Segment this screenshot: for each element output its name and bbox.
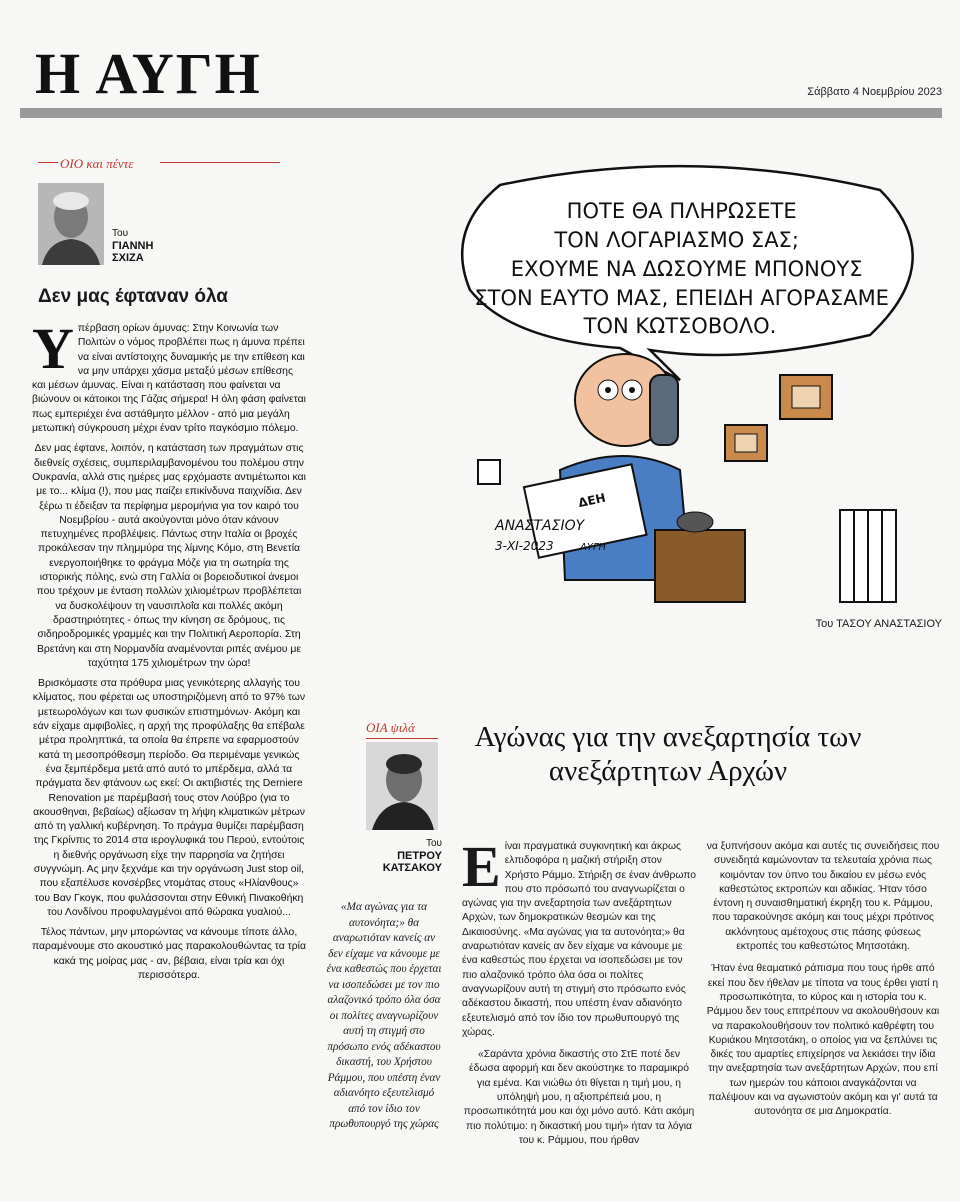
cartoon-signature: ΑΝΑΣΤΑΣΙΟΥ	[495, 518, 585, 534]
left-byline-prefix: Του	[112, 228, 129, 239]
left-paragraph-1: πέρβαση ορίων άμυνας: Στην Κοινωνία των Πολιτών ο νόμος προβλέπει πως η άμυνα πρέπει να είναι αντίστοιχης δυναμικής με την επίθεση και να μην υπάρχει χάσμα μεταξύ μέσων επίθεσης και μέσων άμυνας. Είναι η κατάσταση που φαίνεται να βιώνουν οι κάτοικοι της Γάζας σήμερα! Η όλη φάση φαίνεται πως εμπεριέχει ένα αστάθμητο μέλλον - από μια μεγάλη μετωπική σύγκρουση μέχρι έναν τρίτο παγκόσμιο πόλεμο.	[32, 323, 306, 435]
cartoon-drawing	[440, 150, 940, 610]
right-col1-paragraph-2: «Σαράντα χρόνια δικαστής στο ΣτΕ ποτέ δεν έδωσα αφορμή και δεν ακούστηκε το παραμικρό για εμένα. Και νιώθω ότι θίγεται η τιμή μου, η υπόληψή μου, η αξιοπρέπειά μου, η προσωπικότητά μου και όχι μόνο αυτό. Κάτι ακόμη πιο πολύτιμο: η δικαστική μου τιμή» ήταν τα λόγια του κ. Ράμμου, που ήρθαν	[463, 1049, 695, 1146]
pull-quote: «Μα αγώνας για τα αυτονόητα;» θα αναρωτιόταν κανείς αν δεν είχαμε να κάνουμε με ένα καθεστώς που έρχεται να ισοπεδώσει με τον πιο αλαζονικό τρόπο όλα όσα οι πολίτες αναγνωρίζουν αυτή τη στιγμή στο πρόσωπο ενός αδέκαστου δικαστή, του Χρήστου Ράμμου, που υπέστη έναν αδιανόητο εξευτελισμό από τον ίδιο τον πρωθυπουργό της χώρας	[326, 901, 442, 1130]
right-article-col2	[706, 840, 940, 1128]
author-portrait-icon	[366, 742, 438, 830]
cartoon-credit: Του ΤΑΣΟΥ ΑΝΑΣΤΑΣΙΟΥ	[815, 618, 942, 630]
left-kicker-rule-right	[160, 162, 280, 163]
cartoon-signature-paper: ΑΥΓΗ	[580, 542, 607, 553]
left-kicker-rule-left	[38, 162, 58, 163]
left-byline	[112, 228, 192, 264]
left-author-name: ΓΙΑΝΝΗ ΣΧΙΖΑ	[112, 240, 154, 264]
author-photo-katsakos	[366, 742, 438, 830]
cartoon-signature-date: 3-ΧΙ-2023	[495, 539, 554, 553]
speech-line-1: ΠΟΤΕ ΘΑ ΠΛΗΡΩΣΕΤΕ	[566, 199, 797, 223]
right-headline: Αγώνας για την ανεξαρτησία των ανεξάρτητων Αρχών	[474, 721, 862, 787]
masthead: Η ΑΥΓΗ	[35, 41, 262, 106]
issue-date: Σάββατο 4 Νοεμβρίου 2023	[807, 86, 942, 98]
left-article-body	[32, 316, 306, 989]
right-dropcap: Ε	[462, 834, 501, 899]
left-paragraph-2: Δεν μας έφτανε, λοιπόν, η κατάσταση των πραγμάτων στις διεθνείς σχέσεις, συμπεριλαμβανομένου του πολέμου στην Ουκρανία, αλλά στις ημέρες μας ερχόμαστε αντιμέτωποι και με το... κλίμα (!), που μας παίζει επικίνδυνα παιχνίδια. Δεν ξέρω τι έδειξαν τα περίφημα μερομήνια για τον καιρό του Νοεμβρίου - αυτά ακούγονται μόνο όταν κάνουν πετυχημένες προβλέψεις. Πάντως στην Ιταλία οι βροχές προκάλεσαν την πλημμύρα της λίμνης Κόμο, στη Βενετία ενεργοποιήθηκε το φράγμα Μόζε για τη σωτηρία της ιστορικής πόλης, ενώ στη Γαλλία οι βορειοδυτικοί άνεμοι που τρέχουν με ένταση πολλών χιλιομέτρων προβλέπεται να δυσκολέψουν τη ναυσιπλοΐα και πολλές ακόμη δραστηριότητες - όπως την κίνηση σε δρόμους, τις σιδηροδρομικές γραμμές και την Πολιτική Αεροπορία. Στη Βρετάνη και στη Νορμανδία αναμένονται ριπές ανέμου με ταχύτητα 175 χιλιομέτρων την ώρα!	[32, 443, 306, 669]
author-photo-schizas	[38, 183, 104, 265]
speech-line-2: ΤΟΝ ΛΟΓΑΡΙΑΣΜΟ ΣΑΣ;	[554, 228, 799, 252]
left-headline: Δεν μας έφταναν όλα	[38, 286, 228, 307]
right-kicker: ΟΙΑ ψιλά	[366, 720, 415, 735]
speech-line-5: ΤΟΝ ΚΩΤΣΟΒΟΛΟ.	[583, 314, 777, 338]
left-paragraph-3: Βρισκόμαστε στα πρόθυρα μιας γενικότερης αλλαγής του κλίματος, που φέρεται ως υποστηριζόμενη από το 97% των μετεωρολόγων και των φυσικών επιστημόνων· Ακόμη και εάν είχαμε αμφιβολίες, η αρχή της προφύλαξης θα επέβαλε μέτρα προληπτικά, τα οποία θα έπρεπε να εφαρμοστούν κατά τη μεσοπρόθεσμη περίοδο. Θα περιμέναμε γενικώς ένα ξεμπέρδεμα μετά από αυτό το μπέρδεμα, αλλά τα πράγματα δεν φτάνουν ως εκεί: Οι ακτιβιστές της Derniere Renovation με παρέμβασή τους στον Λούβρο (για το ακουσθηναι, βεβαίως) αξίωσαν τη λήψη κλιματικών μέτρων από τη γαλλική κυβέρνηση. Το πράγμα θυμίζει παρέμβαση της Γκρίνπις το 2014 στα ιερογλυφικά του Περού, εντούτοις η διεθνής οργάνωση είχε την παρρησία να ζητήσει συγγνώμη. Ας μην ξεχνάμε και την οργάνωση Just stop oil, που εξαπέλυσε κονσέρβες ντομάτας στους «Ηλίανθους» του Βαν Γκογκ, που φυλάσσονται στην Εθνική Πινακοθήκη του Λονδίνου προφυλαγμένοι από θώρακα γυαλιού...	[32, 678, 306, 918]
left-paragraph-4: Τέλος πάντων, μην μπορώντας να κάνουμε τίποτε άλλο, παραμένουμε στο ακουστικό μας παρακολουθώντας τα τρία κακά της μοίρας μας - αν, βέβαια, είναι τρία και όχι περισσότερα.	[32, 927, 306, 982]
speech-line-3: ΕΧΟΥΜΕ ΝΑ ΔΩΣΟΥΜΕ ΜΠΟΝΟΥΣ	[510, 257, 863, 281]
right-article-col1	[462, 834, 696, 1156]
left-dropcap: Υ	[32, 316, 74, 381]
left-kicker: ΟΙΟ και πέντε	[60, 156, 134, 171]
right-col2-paragraph-2: Ήταν ένα θεαματικό ράπισμα που τους ήρθε από εκεί που δεν ήθελαν με τίποτα να τους έρθει γιατί η προσωπικότητα, το κύρος και η ιστορία του κ. Ράμμου δεν τους επιτρέπουν να ακολουθήσουν και να παρακολουθήσουν τον πολιτικό καθρέφτη του Κυριάκου Μητσοτάκη, ο οποίος για να ξεπλύνει τις δικές του αμαρτίες επιχείρησε να λεκιάσει την ίδια την ανεξαρτησία των ανεξάρτητων Αρχών, που επί των ημερών του κάποιοι αναγκάζονται να παλέψουν και να αγωνιστούν ακόμη και γι' αυτά τα αυτονόητα σε μια Δημοκρατία.	[706, 963, 940, 1118]
speech-line-4: ΣΤΟΝ ΕΑΥΤΟ ΜΑΣ, ΕΠΕΙΔΗ ΑΓΟΡΑΣΑΜΕ	[474, 286, 889, 310]
author-portrait-icon	[38, 183, 104, 265]
right-byline-prefix: Του	[425, 838, 442, 849]
right-col2-paragraph-1: να ξυπνήσουν ακόμα και αυτές τις συνειδήσεις που συνειδητά καμώνονταν τα τελευταία χρόνια πως κοιμόνταν τον ύπνο του δικαίου εν μέσω ενός καθεστώτος εκτροπών και αδικίας. Ήταν τόσο έντονη η συναισθηματική έκρηξη του κ. Ράμμου, που ταρακούνησε ακόμη και τους μέχρι πρότινος ακλόνητους αμέτοχους στις πάσης φύσεως εκτροπές του καθεστώτος Μητσοτάκη.	[706, 841, 940, 953]
cartoon	[440, 150, 940, 610]
right-col1-paragraph-1: ίναι πραγματικά συγκινητική και άκρως ελπιδοφόρα η μαζική στήριξη στον Χρήστο Ράμμο. Στήριξη σε έναν άνθρωπο που στο πρόσωπό του αναγνωρίζεται ο αγώνας για την ανεξαρτησία των ανεξάρτητων Αρχών, των δημοκρατικών θεσμών και της Δικαιοσύνης. «Μα αγώνας για τα αυτονόητα;» θα αναρωτιόταν κανείς αν δεν είχαμε να κάνουμε με ένα καθεστώς που έρχεται να ισοπεδώσει με τον πιο αλαζονικό τρόπο όλα όσα οι πολίτες αναγνωρίζουν αυτή τη στιγμή στο πρόσωπο ενός αδέκαστου δικαστή, που υπέστη έναν αδιανόητο εξευτελισμό από τον ίδιο τον πρωθυπουργό της χώρας.	[462, 841, 696, 1038]
bill-label: ΔΕΗ	[576, 490, 607, 511]
masthead-rule	[20, 108, 942, 118]
right-kicker-rule	[366, 738, 438, 739]
right-byline	[380, 838, 442, 874]
right-author-name: ΠΕΤΡΟΥ ΚΑΤΣΑΚΟΥ	[382, 850, 442, 874]
